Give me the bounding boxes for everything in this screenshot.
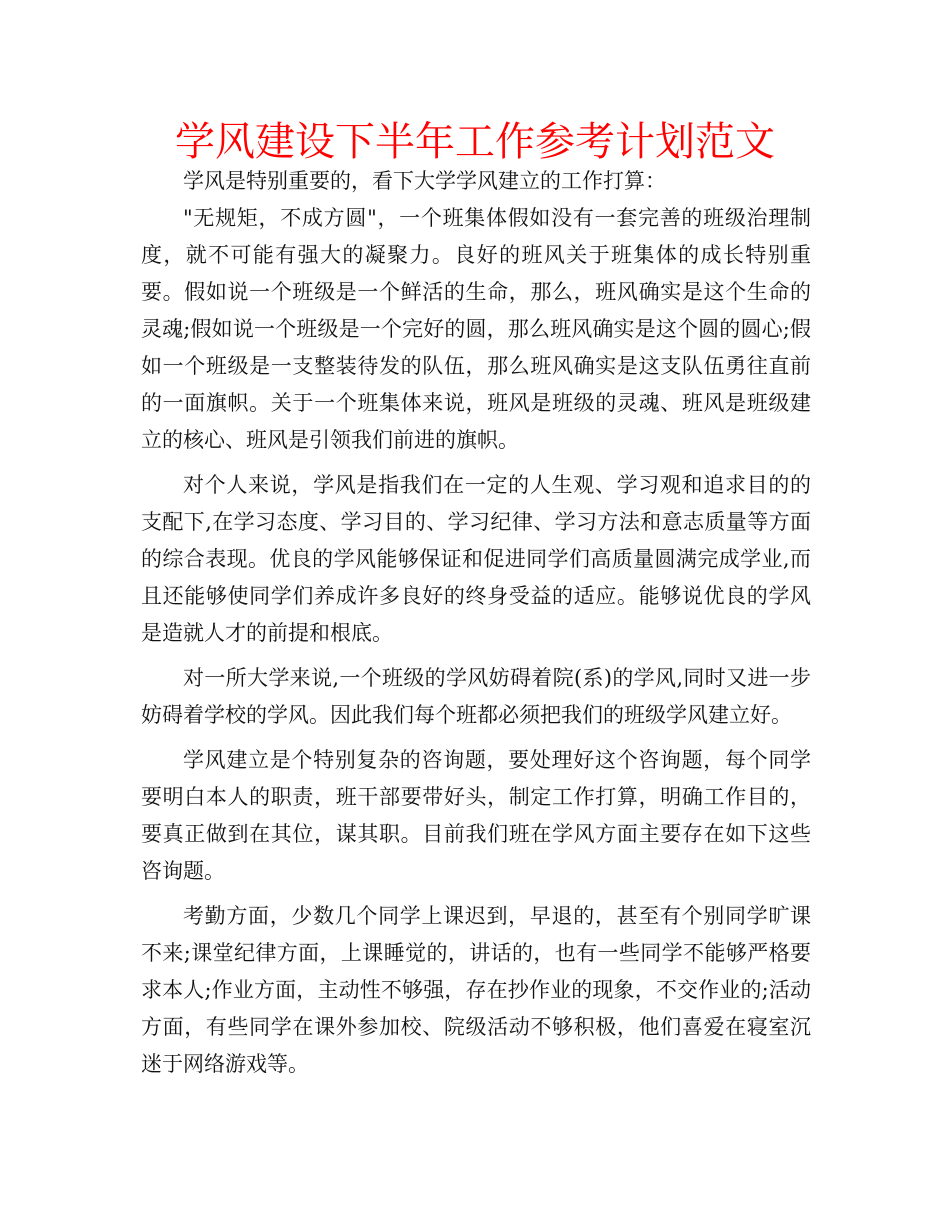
- paragraph-intro: 学风是特别重要的，看下大学学风建立的工作打算：: [183, 169, 666, 193]
- paragraph-problems: 学风建立是个特别复杂的咨询题，要处理好这个咨询题，每个同学要明白本人的职责，班干部要带好头，制定工作打算，明确工作目的，要真正做到在其位，谋其职。目前我们班在学风方面主要存在如下这些咨询题。: [141, 748, 811, 883]
- paragraph-personal: 对个人来说，学风是指我们在一定的人生观、学习观和追求目的的支配下,在学习态度、学习目的、学习纪律、学习方法和意志质量等方面的综合表现。优良的学风能够保证和促进同学们高质量圆满完成学业,而且还能够使同学们养成许多良好的终身受益的适应。能够说优良的学风是造就人才的前提和根底。: [141, 473, 811, 645]
- document-title: 学风建设下半年工作参考计划范文: [175, 119, 775, 165]
- document-body: [141, 163, 811, 1083]
- paragraph-class-style: "无规矩，不成方圆"，一个班集体假如没有一套完善的班级治理制度，就不可能有强大的凝聚力。良好的班风关于班集体的成长特别重要。假如说一个班级是一个鲜活的生命，那么，班风确实是这个生命的灵魂;假如说一个班级是一个完好的圆，那么班风确实是这个圆的圆心;假如一个班级是一支整装待发的队伍，那么班风确实是这支队伍勇往直前的一面旗帜。关于一个班集体来说，班风是班级的灵魂、班风是班级建立的核心、班风是引领我们前进的旗帜。: [141, 206, 811, 452]
- paragraph-details: 考勤方面，少数几个同学上课迟到，早退的，甚至有个别同学旷课不来;课堂纪律方面，上课睡觉的，讲话的，也有一些同学不能够严格要求本人;作业方面，主动性不够强，存在抄作业的现象，不交作业的;活动方面，有些同学在课外参加校、院级活动不够积极，他们喜爱在寝室沉迷于网络游戏等。: [141, 904, 811, 1076]
- paragraph-university: 对一所大学来说,一个班级的学风妨碍着院(系)的学风,同时又进一步妨碍着学校的学风。因此我们每个班都必须把我们的班级学风建立好。: [141, 666, 811, 727]
